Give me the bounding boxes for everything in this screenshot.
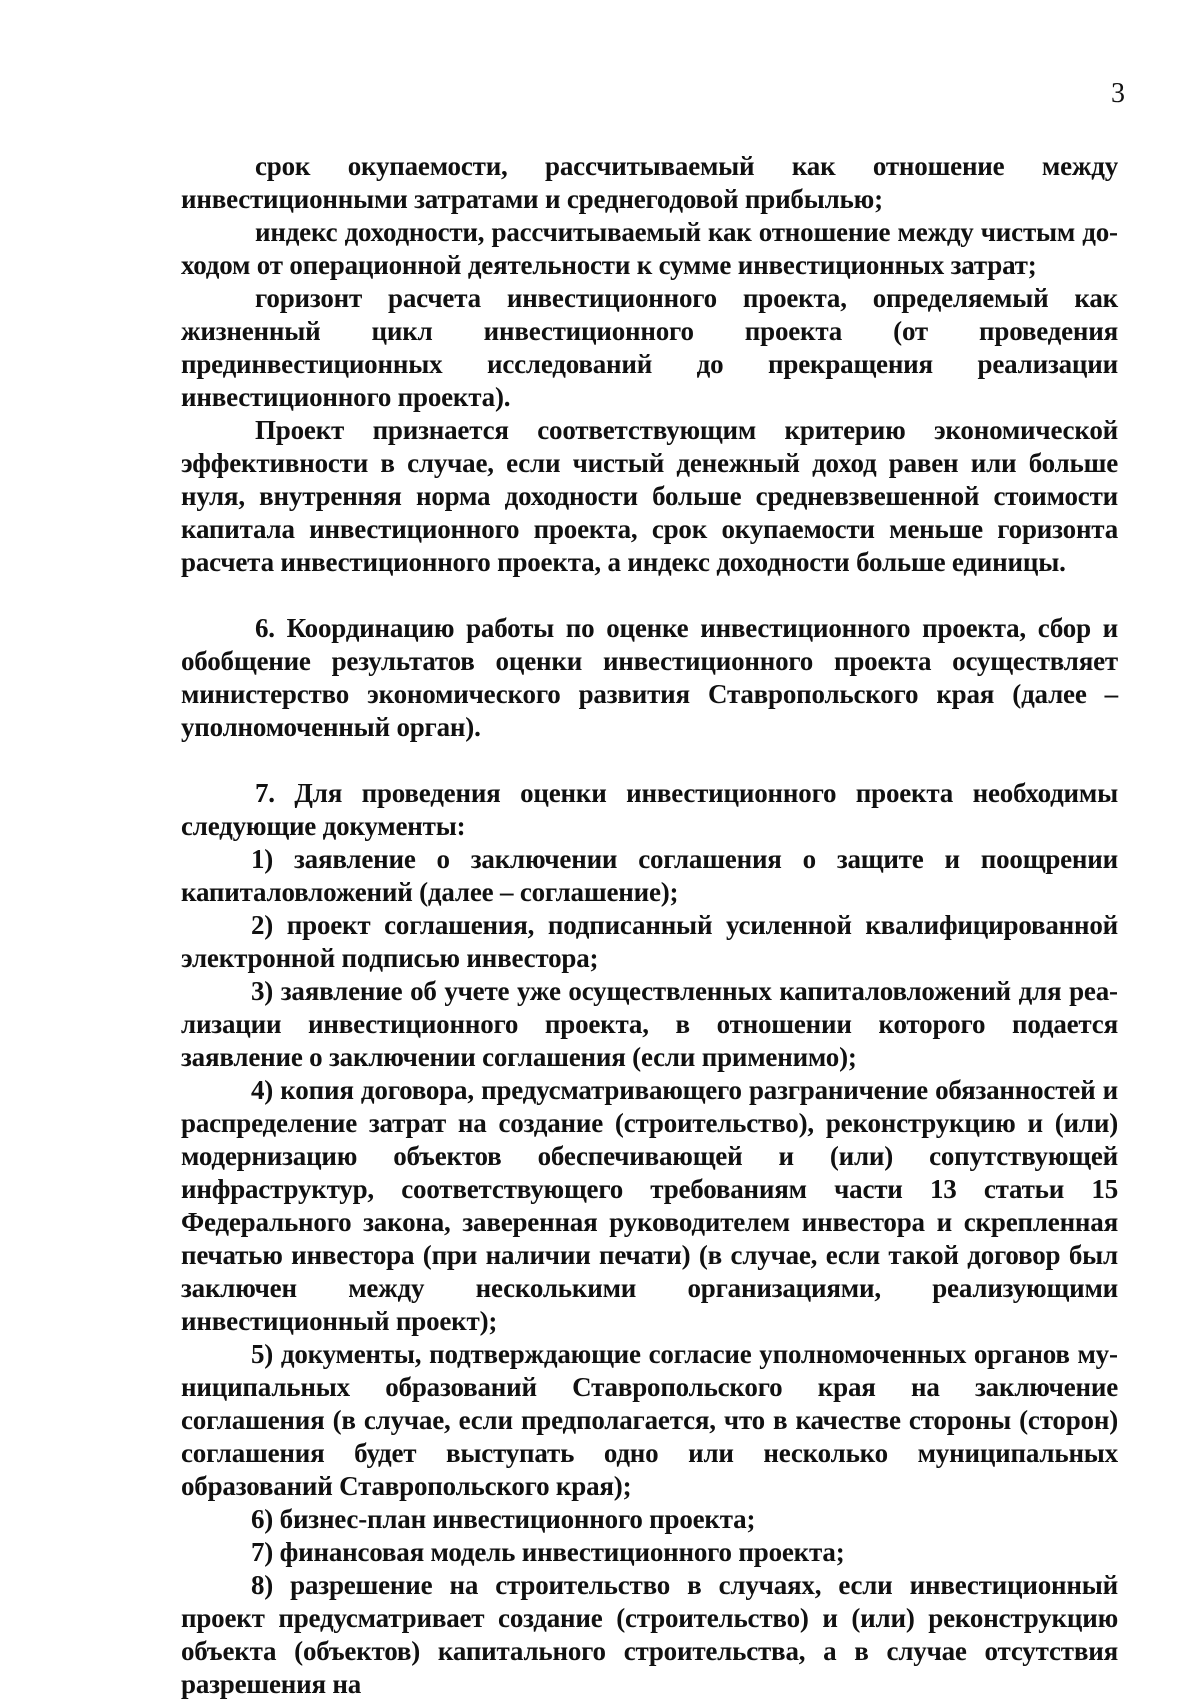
paragraph-calculation-horizon: горизонт расчета инвестиционного проекта, определяемый как жизненный цикл инвестиционного проекта (от проведения прединвестиционных исследований до прекращения реализации инвестиционного проекта). [181,283,1118,412]
list-item-4: 4) копия договора, предусматривающего разграничение обязанностей и распределение затрат на создание (строительство), реконструкцию и (или) модернизацию объектов обеспечивающей и (или) сопутствующей инфраструктур, соответствующего требованиям части 13 статьи 15 Федерального закона, заверенная руководителем инвестора и скрепленная печатью инвестора (при наличии печати) (в случае, если такой договор был заключен между несколькими организациями, реализующими инвестиционный проект); [181,1075,1118,1336]
paragraph-section-6: 6. Координацию работы по оценке инвестиционного проекта, сбор и обобщение результатов оценки инвестиционного проекта осуществляет министерство экономического развития Ставропольского края (далее – уполномоченный орган). [181,613,1118,742]
paragraph-profitability-index: индекс доходности, рассчитываемый как отношение между чистым доходом от операционной деятельности к сумме инвестиционных затрат; [181,217,1118,280]
paragraph-section-7: 7. Для проведения оценки инвестиционного проекта необходимы следующие документы: [181,778,1118,841]
list-item-7: 7) финансовая модель инвестиционного проекта; [251,1537,845,1567]
document-body [181,150,1118,1701]
list-item-2: 2) проект соглашения, подписанный усиленной квалифицированной электронной подписью инвестора; [181,910,1118,973]
list-item-8: 8) разрешение на строительство в случаях, если инвестиционный проект предусматривает создание (строительство) и (или) реконструкцию объекта (объектов) капитального строительства, а в случае отсутствия разрешения на [181,1570,1118,1699]
list-item-3: 3) заявление об учете уже осуществленных капиталовложений для реализации инвестиционного проекта, в отношении которого подается заявление о заключении соглашения (если применимо); [181,976,1118,1072]
paragraph-efficiency-criterion: Проект признается соответствующим критерию экономической эффективности в случае, если чистый денежный доход равен или больше нуля, внутренняя норма доходности больше средневзвешенной стоимости капитала инвестиционного проекта, срок окупаемости меньше горизонта расчета инвестиционного проекта, а индекс доходности больше единицы. [181,415,1118,577]
list-item-6: 6) бизнес-план инвестиционного проекта; [251,1504,756,1534]
paragraph-payback-period: срок окупаемости, рассчитываемый как отношение между инвестиционными затратами и среднегодовой прибылью; [181,151,1118,214]
list-item-1: 1) заявление о заключении соглашения о защите и поощрении капиталовложений (далее – соглашение); [181,844,1118,907]
list-item-5: 5) документы, подтверждающие согласие уполномоченных органов муниципальных образований Ставропольского края на заключение соглашения (в случае, если предполагается, что в качестве стороны (сторон) соглашения будет выступать одно или несколько муниципальных образований Ставропольского края); [181,1339,1118,1501]
page-number: 3 [1111,78,1125,109]
